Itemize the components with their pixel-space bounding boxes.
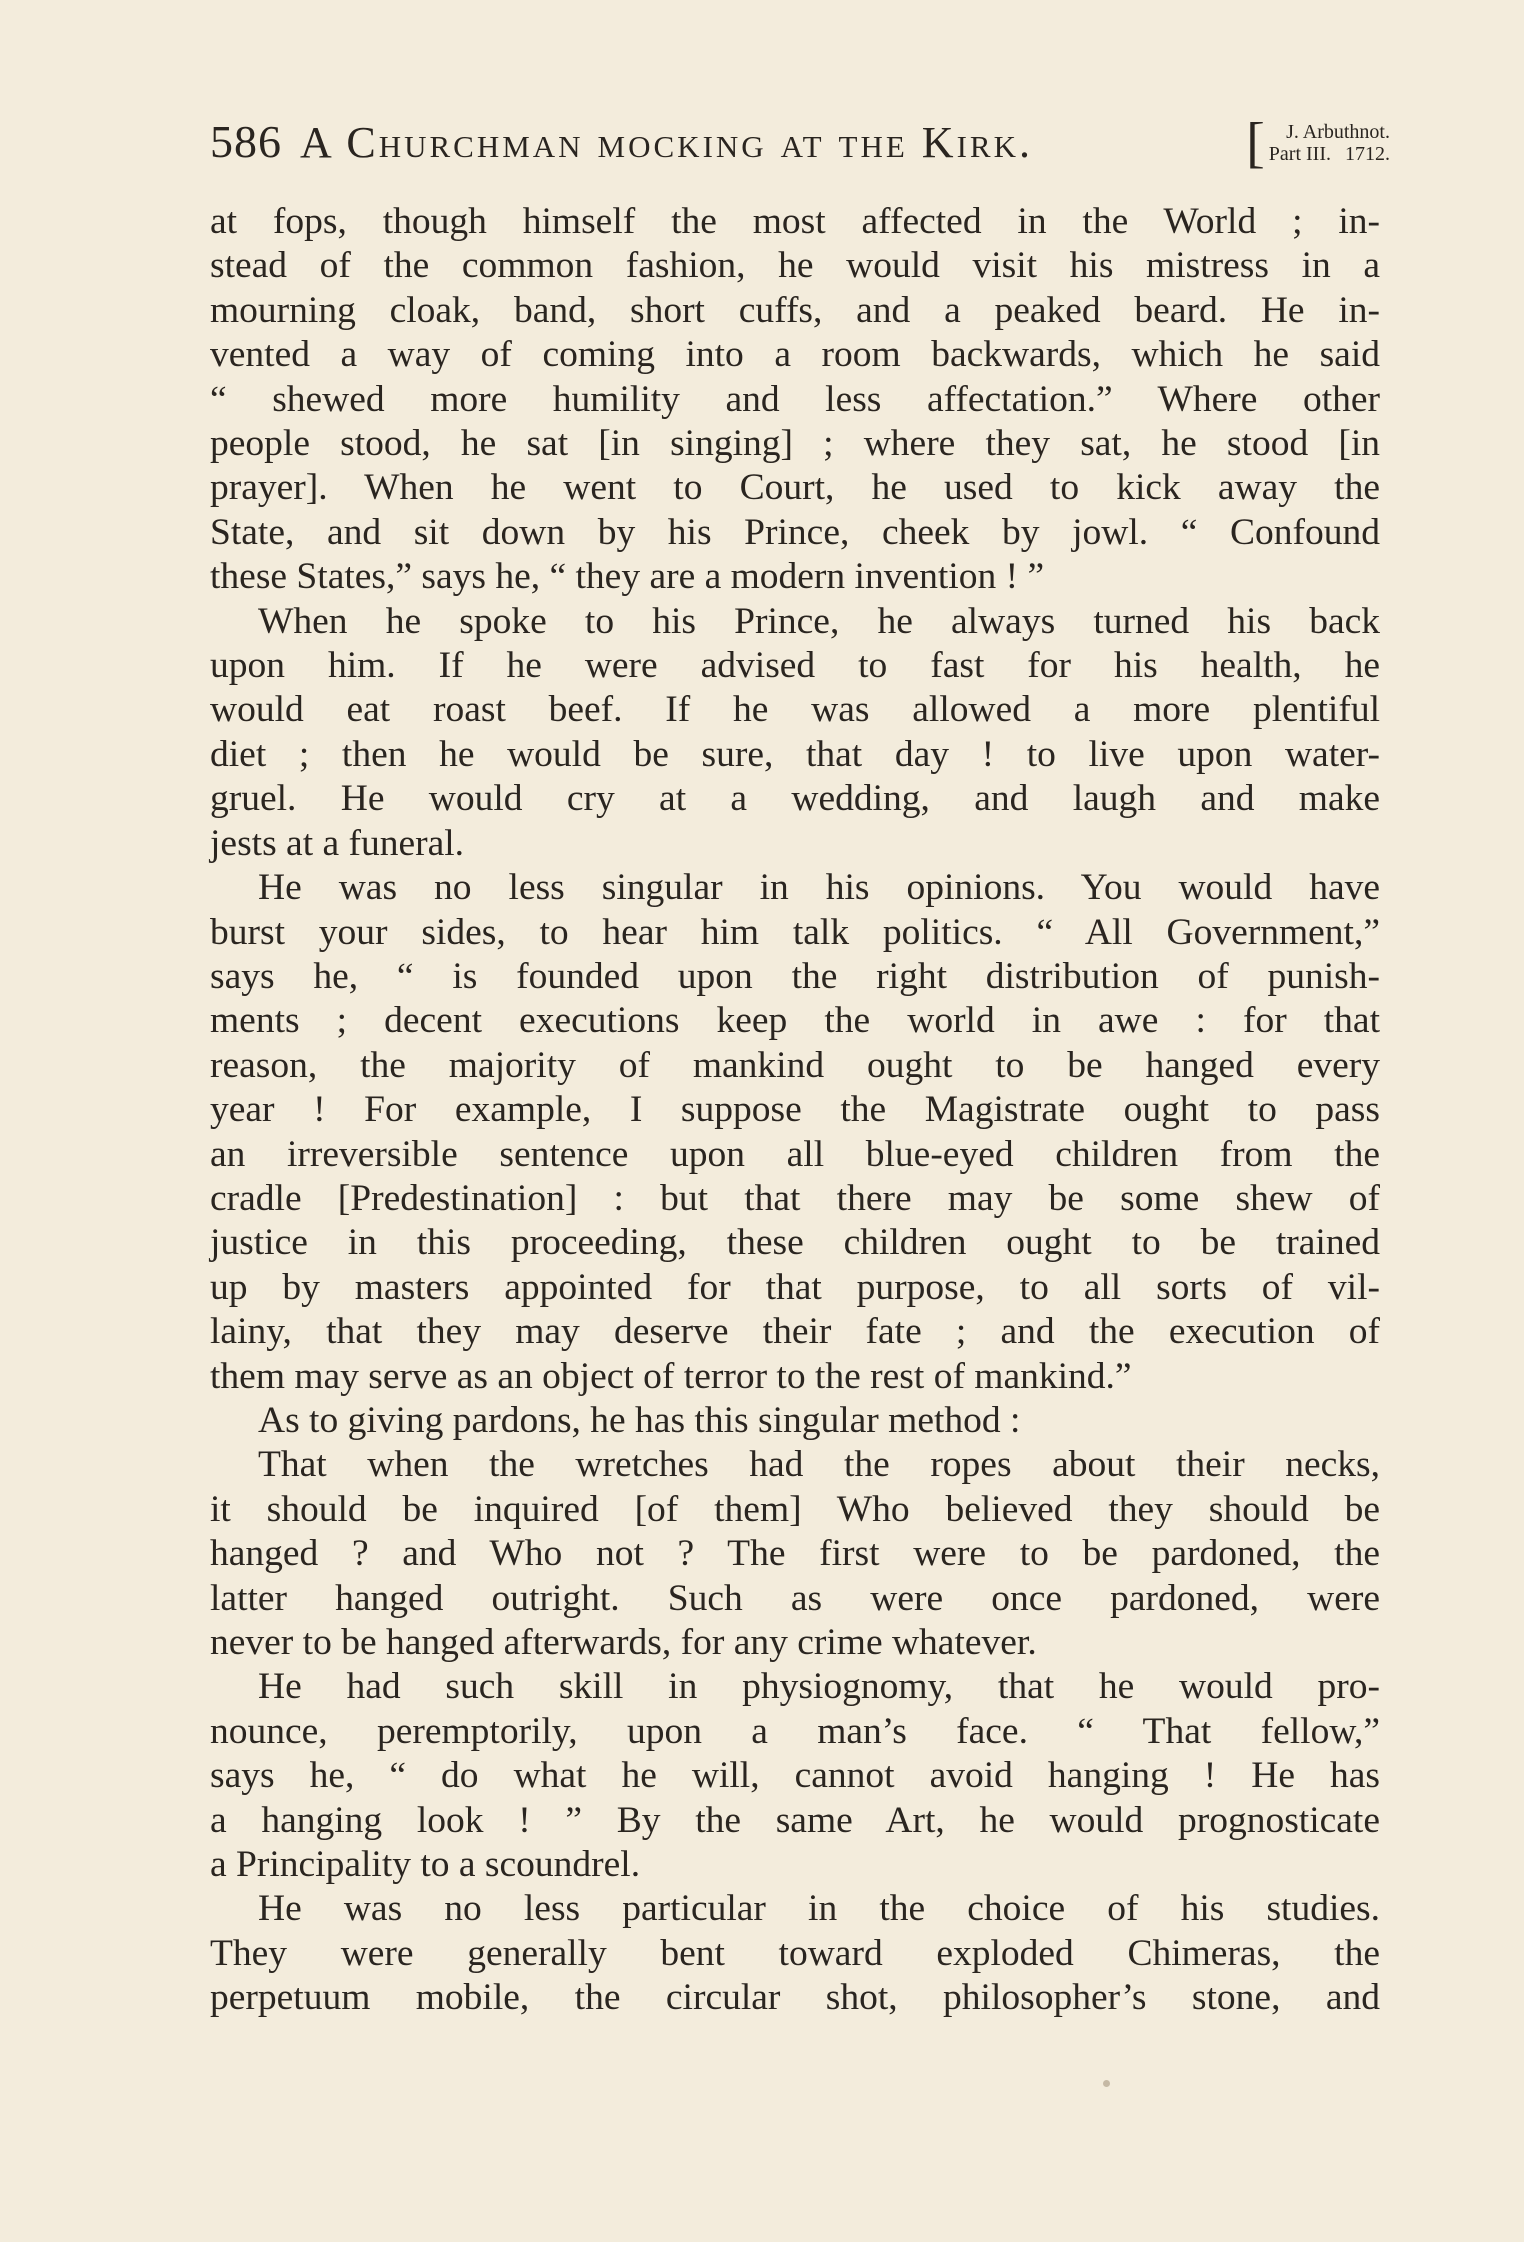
bracket-mark: [ — [1246, 112, 1265, 174]
text-line: He had such skill in physiognomy, that he would pro- — [258, 1666, 1380, 1708]
text-line: He was no less singular in his opinions. You would have — [258, 867, 1380, 909]
part-year-line — [1269, 143, 1390, 165]
text-line: nounce, peremptorily, upon a man’s face. “ That fellow,” — [210, 1710, 1380, 1752]
text-line: an irreversible sentence upon all blue-eyed children from the — [210, 1133, 1380, 1175]
text-line: year ! For example, I suppose the Magistrate ought to pass — [210, 1089, 1380, 1131]
text-line: justice in this proceeding, these children ought to be trained — [210, 1222, 1380, 1264]
running-title: A Churchman mocking at the Kirk. — [300, 118, 1033, 167]
text-line: As to giving pardons, he has this singular method : — [258, 1399, 1021, 1441]
text-line: people stood, he sat [in singing] ; where they sat, he stood [in — [210, 423, 1380, 465]
part-label: Part III. — [1268, 143, 1331, 165]
running-header — [210, 108, 1390, 174]
text-line: jests at a funeral. — [210, 822, 465, 864]
text-line: never to be hanged afterwards, for any crime whatever. — [210, 1622, 1037, 1663]
text-line: perpetuum mobile, the circular shot, philosopher’s stone, and — [210, 1977, 1380, 2019]
text-line: mourning cloak, band, short cuffs, and a peaked beard. He in- — [210, 289, 1380, 331]
text-line: They were generally bent toward exploded Chimeras, the — [210, 1932, 1380, 1974]
text-line: hanged ? and Who not ? The first were to be pardoned, the — [210, 1533, 1380, 1575]
text-line: upon him. If he were advised to fast for his health, he — [210, 645, 1380, 687]
text-line: When he spoke to his Prince, he always turned his back — [258, 600, 1380, 642]
text-line: these States,” says he, “ they are a modern invention ! ” — [210, 556, 1045, 598]
source-bracket — [1246, 112, 1390, 174]
text-line: diet ; then he would be sure, that day ! to live upon water- — [210, 733, 1380, 775]
text-line: latter hanged outright. Such as were once pardoned, were — [210, 1577, 1380, 1619]
text-line: would eat roast beef. If he was allowed a more plentiful — [210, 689, 1380, 731]
text-line: up by masters appointed for that purpose, to all sorts of vil- — [210, 1266, 1380, 1308]
text-line: gruel. He would cry at a wedding, and laugh and make — [210, 778, 1380, 820]
text-line: says he, “ do what he will, cannot avoid hanging ! He has — [210, 1755, 1380, 1797]
text-line: reason, the majority of mankind ought to be hanged every — [210, 1044, 1380, 1086]
author-name: J. Arbuthnot. — [1286, 121, 1390, 143]
text-line: cradle [Predestination] : but that there may be some shew of — [210, 1177, 1380, 1219]
text-line: a hanging look ! ” By the same Art, he would prognosticate — [210, 1799, 1380, 1841]
text-line: says he, “ is founded upon the right distribution of punish- — [210, 955, 1380, 997]
text-line: That when the wretches had the ropes about their necks, — [258, 1444, 1380, 1486]
page-number: 586 — [210, 116, 282, 167]
text-line: lainy, that they may deserve their fate ; and the execution of — [210, 1311, 1380, 1353]
source-citation — [1269, 121, 1390, 165]
year-label: 1712. — [1345, 143, 1390, 165]
text-line: State, and sit down by his Prince, cheek by jowl. “ Confound — [210, 511, 1380, 553]
text-line: it should be inquired [of them] Who believed they should be — [210, 1488, 1380, 1530]
text-line: ments ; decent executions keep the world in awe : for that — [210, 1000, 1380, 1042]
text-line: prayer]. When he went to Court, he used to kick away the — [210, 467, 1380, 509]
text-line: stead of the common fashion, he would visit his mistress in a — [210, 245, 1380, 287]
text-line: vented a way of coming into a room backwards, which he said — [210, 334, 1380, 376]
text-line: “ shewed more humility and less affectation.” Where other — [210, 378, 1380, 420]
body-text — [210, 200, 1380, 2021]
text-line: them may serve as an object of terror to the rest of mankind.” — [210, 1355, 1132, 1397]
text-line: burst your sides, to hear him talk politics. “ All Government,” — [210, 911, 1380, 953]
text-line: at fops, though himself the most affected in the World ; in- — [210, 201, 1380, 242]
text-line: a Principality to a scoundrel. — [210, 1844, 641, 1886]
paper-speck — [1103, 2080, 1110, 2087]
text-line: He was no less particular in the choice of his studies. — [258, 1888, 1380, 1930]
